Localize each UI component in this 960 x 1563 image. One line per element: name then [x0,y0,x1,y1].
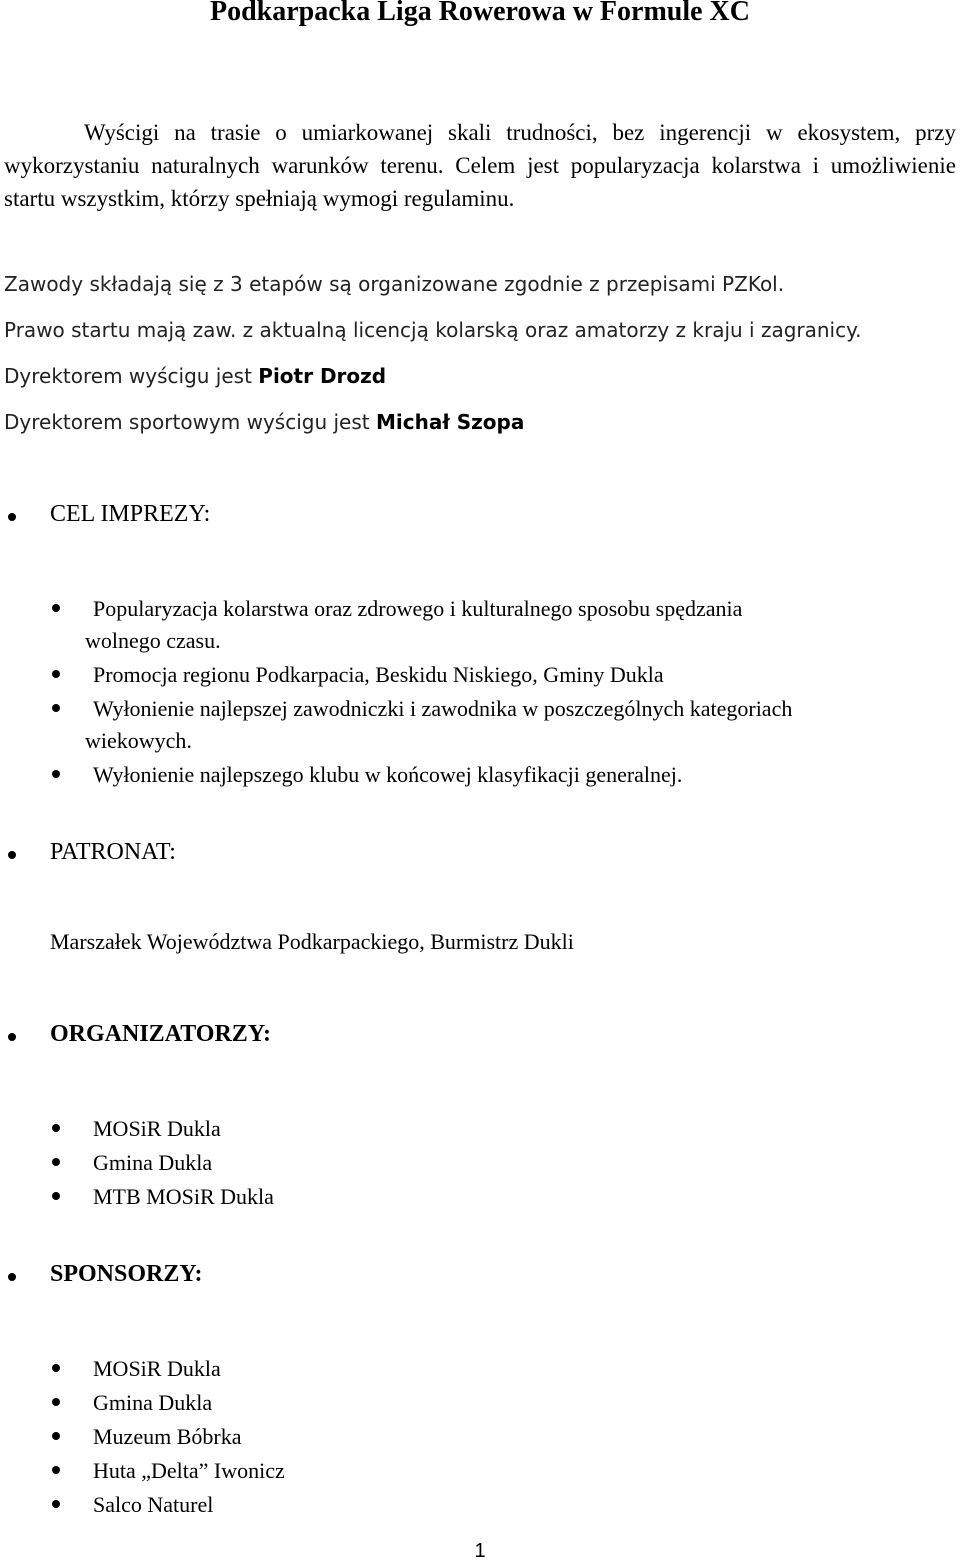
intro-paragraph [4,116,956,215]
cel-item: Wyłonienie najlepszego klubu w końcowej klasyfikacji generalnej. [93,762,683,787]
sponsorzy-heading: SPONSORZY: [50,1261,203,1287]
list-bullet [52,1500,60,1508]
list-bullet [52,1432,60,1440]
list-bullet [52,704,60,712]
info-line-stages: Zawody składają się z 3 etapów są organizowane zgodnie z przepisami PZKol. [4,272,785,296]
list-bullet [52,1398,60,1406]
director-name: Piotr Drozd [258,364,387,388]
cel-item: Promocja regionu Podkarpacia, Beskidu Niskiego, Gminy Dukla [93,662,664,687]
intro-text: Wyścigi na trasie o umiarkowanej skali trudności, bez ingerencji w ekosystem, przy wykorzystaniu naturalnych warunków terenu. Celem jest popularyzacja kolarstwa i umożliwienie startu wszystkim, którzy spełniają wymogi regulaminu. [4,120,956,211]
sport-director-label: Dyrektorem sportowym wyścigu jest [4,410,376,434]
info-line-sport-director [4,410,524,434]
list-bullet [52,770,60,778]
info-line-director [4,364,386,388]
sponsor-item: Gmina Dukla [93,1390,213,1415]
sponsor-item: Muzeum Bóbrka [93,1424,242,1449]
list-bullet [52,670,60,678]
list-bullet [52,1364,60,1372]
list-bullet [52,1192,60,1200]
cel-item [85,593,956,657]
director-label: Dyrektorem wyścigu jest [4,364,259,388]
section-bullet [8,1273,16,1281]
cel-item [85,693,956,757]
list-bullet [52,1466,60,1474]
info-line-eligibility: Prawo startu mają zaw. z aktualną licencją kolarską oraz amatorzy z kraju i zagranicy. [4,318,862,342]
section-bullet [8,513,16,521]
section-bullet [8,851,16,859]
cel-item-line: wolnego czasu. [85,628,221,653]
patronat-text: Marszałek Województwa Podkarpackiego, Burmistrz Dukli [50,929,574,954]
cel-item-line: Wyłonienie najlepszej zawodniczki i zawodnika w poszczególnych kategoriach [93,696,793,721]
sponsor-item: Salco Naturel [93,1492,214,1517]
sport-director-name: Michał Szopa [375,410,525,434]
section-bullet [8,1033,16,1041]
cel-item-line: Popularyzacja kolarstwa oraz zdrowego i kulturalnego sposobu spędzania [93,596,743,621]
list-bullet [52,604,60,612]
organizator-item: Gmina Dukla [93,1150,213,1175]
organizator-item: MOSiR Dukla [93,1116,221,1141]
sponsor-item: MOSiR Dukla [93,1356,221,1381]
document-title: Podkarpacka Liga Rowerowa w Formule XC [209,0,750,27]
patronat-heading: PATRONAT: [50,839,176,865]
cel-heading: CEL IMPREZY: [50,501,211,527]
page-number: 1 [474,1540,486,1562]
organizator-item: MTB MOSiR Dukla [93,1184,274,1209]
sponsor-item: Huta „Delta” Iwonicz [93,1458,285,1483]
cel-item-line: wiekowych. [85,728,192,753]
list-bullet [52,1124,60,1132]
organizatorzy-heading: ORGANIZATORZY: [50,1021,271,1047]
list-bullet [52,1158,60,1166]
